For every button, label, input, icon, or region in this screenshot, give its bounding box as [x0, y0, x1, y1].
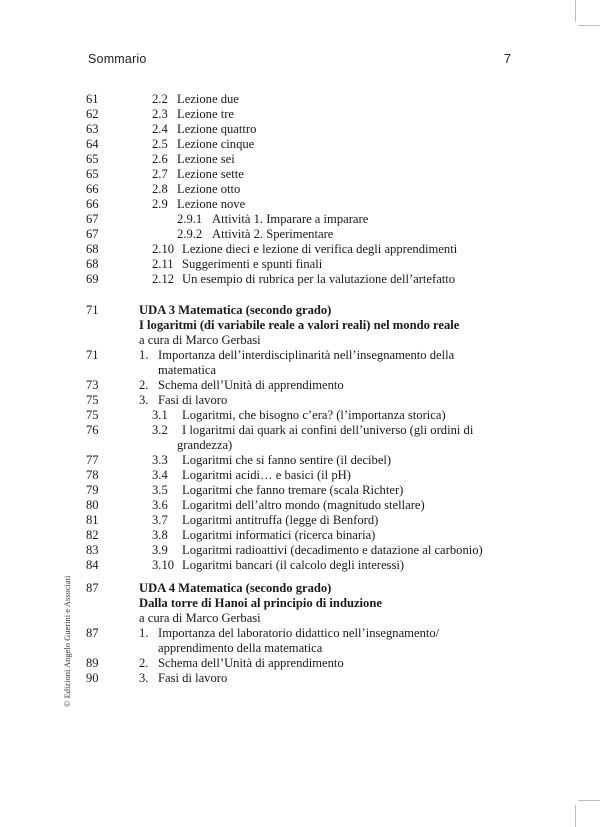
toc-title: Logaritmi informatici (ricerca binaria): [182, 528, 376, 542]
toc-title: Lezione nove: [177, 197, 246, 211]
crop-mark-bottom-right: [575, 805, 576, 827]
crop-mark-top-right: [575, 0, 576, 22]
toc-section-number: 3.1: [152, 408, 168, 422]
toc-page-number: 66: [86, 197, 99, 211]
toc-title: a cura di Marco Gerbasi: [139, 333, 261, 347]
toc-section-number: 1.: [139, 348, 149, 362]
toc-title: Attività 1. Imparare a imparare: [212, 212, 369, 226]
toc-entry-text: [177, 212, 368, 227]
toc-section-number: 3.: [139, 671, 149, 685]
toc-title: Logaritmi acidi… e basici (il pH): [182, 468, 351, 482]
toc-title: Un esempio di rubrica per la valutazione dell’artefatto: [182, 272, 456, 286]
toc-page-number: 67: [86, 227, 99, 241]
toc-section-number: 3.7: [152, 513, 168, 527]
toc-title: Logaritmi che fanno tremare (scala Richter): [182, 483, 404, 497]
toc-page-number: 73: [86, 378, 99, 392]
toc-entry-text: [152, 257, 322, 272]
toc-section-number: 2.9.2: [177, 227, 203, 241]
toc-page-number: 71: [86, 303, 99, 317]
toc-section-number: 3.: [139, 393, 149, 407]
toc-page-number: 68: [86, 242, 99, 256]
toc-title: Importanza del laboratorio didattico nell’insegnamento/: [158, 626, 440, 640]
toc-page-number: 83: [86, 543, 99, 557]
toc-entry-text: [139, 333, 261, 348]
toc-section-number: 2.4: [152, 122, 168, 136]
toc-page-number: 79: [86, 483, 99, 497]
toc-entry-text: [139, 348, 454, 363]
toc-page-number: 62: [86, 107, 99, 121]
toc-entry-text: [139, 393, 227, 408]
toc-title: Schema dell’Unità di apprendimento: [158, 378, 344, 392]
toc-page-number: 65: [86, 152, 99, 166]
toc-entry-text: [152, 423, 473, 438]
toc-entry-text: [152, 272, 455, 287]
toc-entry-text: [152, 122, 256, 137]
toc-entry-text: [139, 581, 331, 596]
toc-entry-text: [177, 438, 232, 453]
toc-title: grandezza): [177, 438, 233, 452]
crop-mark-bottom-right-h: [578, 800, 600, 801]
crop-mark-top-right-h: [578, 25, 600, 26]
toc-page-number: 63: [86, 122, 99, 136]
toc-entry-text: [139, 303, 331, 318]
toc-section-number: 3.8: [152, 528, 168, 542]
toc-title: Lezione otto: [177, 182, 241, 196]
toc-title: Logaritmi antitruffa (legge di Benford): [182, 513, 379, 527]
toc-page-number: 90: [86, 671, 99, 685]
toc-entry-text: [139, 611, 261, 626]
toc-entry-text: [152, 543, 483, 558]
toc-entry-text: [177, 227, 333, 242]
toc-title: UDA 4 Matematica (secondo grado): [139, 581, 332, 595]
toc-entry-text: [139, 671, 227, 686]
toc-entry-text: [152, 528, 375, 543]
toc-entry-text: [152, 468, 351, 483]
toc-page-number: 84: [86, 558, 99, 572]
toc-entry-text: [139, 378, 344, 393]
toc-entry-text: [139, 318, 459, 333]
toc-title: Lezione sette: [177, 167, 244, 181]
toc-title: Attività 2. Sperimentare: [212, 227, 334, 241]
toc-title: Suggerimenti e spunti finali: [182, 257, 323, 271]
toc-page-number: 75: [86, 408, 99, 422]
toc-title: Lezione due: [177, 92, 239, 106]
toc-section-number: 3.3: [152, 453, 168, 467]
toc-section-number: 2.: [139, 656, 149, 670]
toc-section-number: 2.12: [152, 272, 175, 286]
toc-entry-text: [158, 363, 216, 378]
toc-section-number: 2.11: [152, 257, 174, 271]
toc-title: Logaritmi dell’altro mondo (magnitudo stellare): [182, 498, 425, 512]
toc-entry-text: [152, 408, 446, 423]
toc-page-number: 87: [86, 581, 99, 595]
toc-title: Logaritmi radioattivi (decadimento e datazione al carbonio): [182, 543, 483, 557]
toc-section-number: 3.2: [152, 423, 168, 437]
toc-page-number: 67: [86, 212, 99, 226]
toc-page-number: 78: [86, 468, 99, 482]
toc-entry-text: [152, 483, 403, 498]
toc-entry-text: [152, 107, 234, 122]
toc-page-number: 81: [86, 513, 99, 527]
toc-section-number: 2.7: [152, 167, 168, 181]
toc-title: I logaritmi (di variabile reale a valori reali) nel mondo reale: [139, 318, 460, 332]
toc-entry-text: [152, 242, 457, 257]
toc-entry-text: [152, 92, 239, 107]
toc-page-number: 66: [86, 182, 99, 196]
toc-title: Fasi di lavoro: [158, 393, 228, 407]
toc-title: Dalla torre di Hanoi al principio di induzione: [139, 596, 382, 610]
toc-section-number: 2.6: [152, 152, 168, 166]
toc-page-number: 77: [86, 453, 99, 467]
toc-page-number: 75: [86, 393, 99, 407]
toc-page-number: 65: [86, 167, 99, 181]
toc-title: Importanza dell’interdisciplinarità nell’insegnamento della: [158, 348, 455, 362]
toc-section-number: 3.6: [152, 498, 168, 512]
toc-page-number: 80: [86, 498, 99, 512]
toc-title: Lezione dieci e lezione di verifica degli apprendimenti: [182, 242, 458, 256]
toc-entry-text: [158, 641, 322, 656]
toc-section-number: 2.: [139, 378, 149, 392]
toc-title: UDA 3 Matematica (secondo grado): [139, 303, 332, 317]
toc-page-number: 76: [86, 423, 99, 437]
toc-section-number: 2.3: [152, 107, 168, 121]
toc-entry-text: [152, 137, 254, 152]
toc-page-number: 69: [86, 272, 99, 286]
running-header-page-number: 7: [504, 52, 511, 66]
toc-entry-text: [139, 626, 439, 641]
toc-page-number: 71: [86, 348, 99, 362]
toc-title: Logaritmi che si fanno sentire (il decibel): [182, 453, 392, 467]
toc-title: Lezione cinque: [177, 137, 255, 151]
toc-entry-text: [152, 167, 244, 182]
toc-title: Lezione tre: [177, 107, 234, 121]
toc-title: Schema dell’Unità di apprendimento: [158, 656, 344, 670]
toc-page-number: 89: [86, 656, 99, 670]
toc-title: Logaritmi bancari (il calcolo degli interessi): [182, 558, 405, 572]
toc-section-number: 1.: [139, 626, 149, 640]
toc-section-number: 2.5: [152, 137, 168, 151]
toc-title: a cura di Marco Gerbasi: [139, 611, 261, 625]
toc-section-number: 3.5: [152, 483, 168, 497]
toc-section-number: 2.10: [152, 242, 175, 256]
toc-title: matematica: [158, 363, 217, 377]
toc-entry-text: [152, 453, 391, 468]
toc-entry-text: [152, 182, 240, 197]
toc-entry-text: [152, 558, 404, 573]
toc-page-number: 64: [86, 137, 99, 151]
toc-title: apprendimento della matematica: [158, 641, 323, 655]
toc-title: Logaritmi, che bisogno c’era? (l’importanza storica): [182, 408, 446, 422]
toc-page-number: 68: [86, 257, 99, 271]
toc-section-number: 3.10: [152, 558, 175, 572]
toc-entry-text: [139, 656, 344, 671]
copyright-side-text: © Edizioni Angelo Guerini e Associati: [62, 575, 72, 707]
toc-section-number: 2.9: [152, 197, 168, 211]
toc-title: Lezione quattro: [177, 122, 257, 136]
toc-title: Lezione sei: [177, 152, 235, 166]
running-header-title: Sommario: [88, 52, 147, 66]
toc-section-number: 2.9.1: [177, 212, 203, 226]
toc-entry-text: [139, 596, 382, 611]
toc-section-number: 2.8: [152, 182, 168, 196]
toc-entry-text: [152, 513, 378, 528]
toc-entry-text: [152, 498, 425, 513]
toc-section-number: 3.9: [152, 543, 168, 557]
toc-page-number: 87: [86, 626, 99, 640]
toc-page-number: 82: [86, 528, 99, 542]
toc-page-number: 61: [86, 92, 99, 106]
toc-entry-text: [152, 152, 235, 167]
toc-section-number: 3.4: [152, 468, 168, 482]
toc-title: I logaritmi dai quark ai confini dell’universo (gli ordini di: [182, 423, 474, 437]
toc-section-number: 2.2: [152, 92, 168, 106]
toc-title: Fasi di lavoro: [158, 671, 228, 685]
toc-entry-text: [152, 197, 245, 212]
